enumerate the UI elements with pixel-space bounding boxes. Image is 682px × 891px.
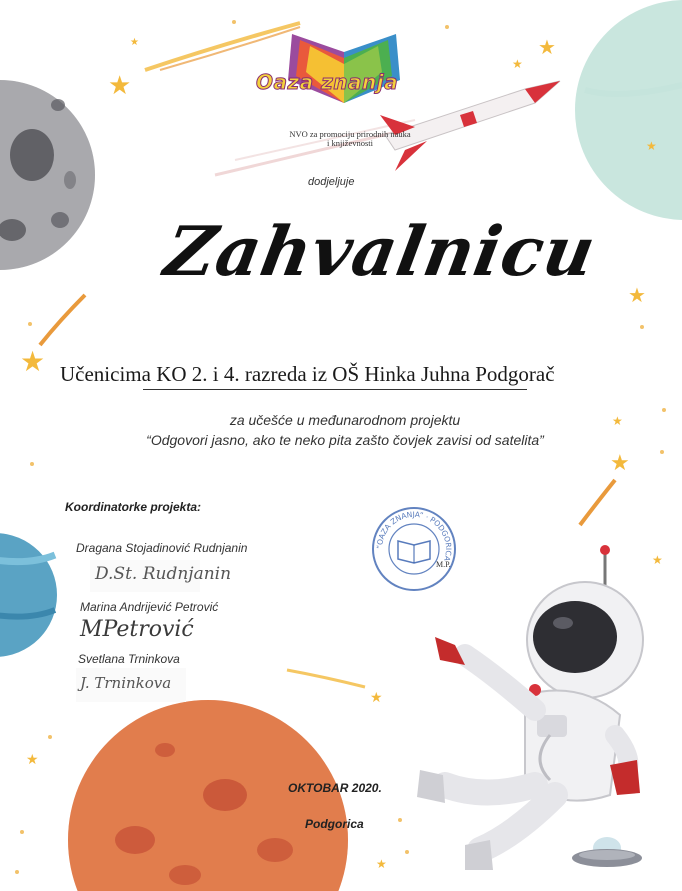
comet-illustration-left bbox=[35, 290, 90, 350]
sparkle-dot bbox=[398, 818, 402, 822]
organization-subtitle bbox=[255, 130, 445, 148]
awards-verb: dodjeljuje bbox=[308, 176, 355, 188]
star-icon: ★ bbox=[512, 57, 523, 71]
sparkle-dot bbox=[640, 325, 644, 329]
star-icon: ★ bbox=[108, 70, 132, 100]
sparkle-dot bbox=[232, 20, 236, 24]
stamp-ring-text: “OAZA ZNANJA” · PODGORICA bbox=[374, 509, 454, 563]
sparkle-dot bbox=[660, 450, 664, 454]
coordinator-signature: J. Trninkova bbox=[80, 674, 172, 692]
sparkle-dot bbox=[445, 25, 449, 29]
coordinator-signature: D.St. Rudnjanin bbox=[95, 564, 232, 584]
gray-moon-illustration bbox=[0, 70, 100, 280]
sparkle-dot bbox=[48, 735, 52, 739]
coordinator-name: Marina Andrijević Petrović bbox=[80, 600, 219, 614]
ufo-illustration bbox=[570, 830, 645, 875]
star-icon: ★ bbox=[612, 414, 623, 428]
sparkle-dot bbox=[28, 322, 32, 326]
star-icon: ★ bbox=[628, 285, 646, 307]
sparkle-dot bbox=[662, 408, 666, 412]
star-icon: ★ bbox=[652, 553, 663, 567]
sparkle-dot bbox=[20, 830, 24, 834]
star-icon: ★ bbox=[130, 37, 139, 48]
star-icon: ★ bbox=[610, 450, 630, 475]
issue-place: Podgorica bbox=[305, 817, 364, 831]
recipient-line: Učenicima KO 2. i 4. razreda iz OŠ Hinka Juhna Podgorač bbox=[60, 362, 555, 386]
star-icon: ★ bbox=[646, 139, 657, 153]
organization-logo-text: Oaza znanja bbox=[256, 70, 399, 94]
participation-line-2: “Odgovori jasno, ako te neko pita zašto čovjek zavisi od satelita” bbox=[146, 432, 544, 448]
comet-illustration-right bbox=[575, 475, 620, 530]
star-icon: ★ bbox=[370, 689, 383, 705]
participation-line-1: za učešće u međunarodnom projektu bbox=[229, 412, 461, 428]
star-icon: ★ bbox=[26, 751, 39, 767]
issue-date: OKTOBAR 2020. bbox=[288, 781, 382, 795]
sparkle-dot bbox=[405, 850, 409, 854]
sparkle-dot bbox=[15, 870, 19, 874]
star-icon: ★ bbox=[376, 857, 387, 871]
official-stamp bbox=[370, 505, 458, 593]
blue-planet-illustration bbox=[0, 520, 60, 670]
book-logo-icon bbox=[274, 28, 414, 108]
star-icon: ★ bbox=[538, 37, 556, 59]
stamp-mp-label: M.P. bbox=[436, 560, 451, 569]
certificate-title: Zahvalnicu bbox=[158, 212, 602, 292]
astronaut-illustration bbox=[405, 545, 650, 875]
coordinator-name: Svetlana Trninkova bbox=[78, 652, 180, 666]
coordinators-heading: Koordinatorke projekta: bbox=[65, 500, 202, 514]
star-icon: ★ bbox=[20, 346, 46, 377]
organization-subtitle-line2: i književnosti bbox=[326, 138, 374, 148]
recipient-underline bbox=[143, 389, 527, 390]
coordinator-signature: MPetrović bbox=[80, 617, 194, 642]
coordinator-name: Dragana Stojadinović Rudnjanin bbox=[76, 541, 248, 555]
mint-planet-illustration bbox=[560, 0, 682, 230]
comet-illustration-mid bbox=[285, 665, 370, 695]
organization-subtitle-line1: NVO za promociju prirodnih nauka bbox=[289, 129, 411, 139]
sparkle-dot bbox=[30, 462, 34, 466]
